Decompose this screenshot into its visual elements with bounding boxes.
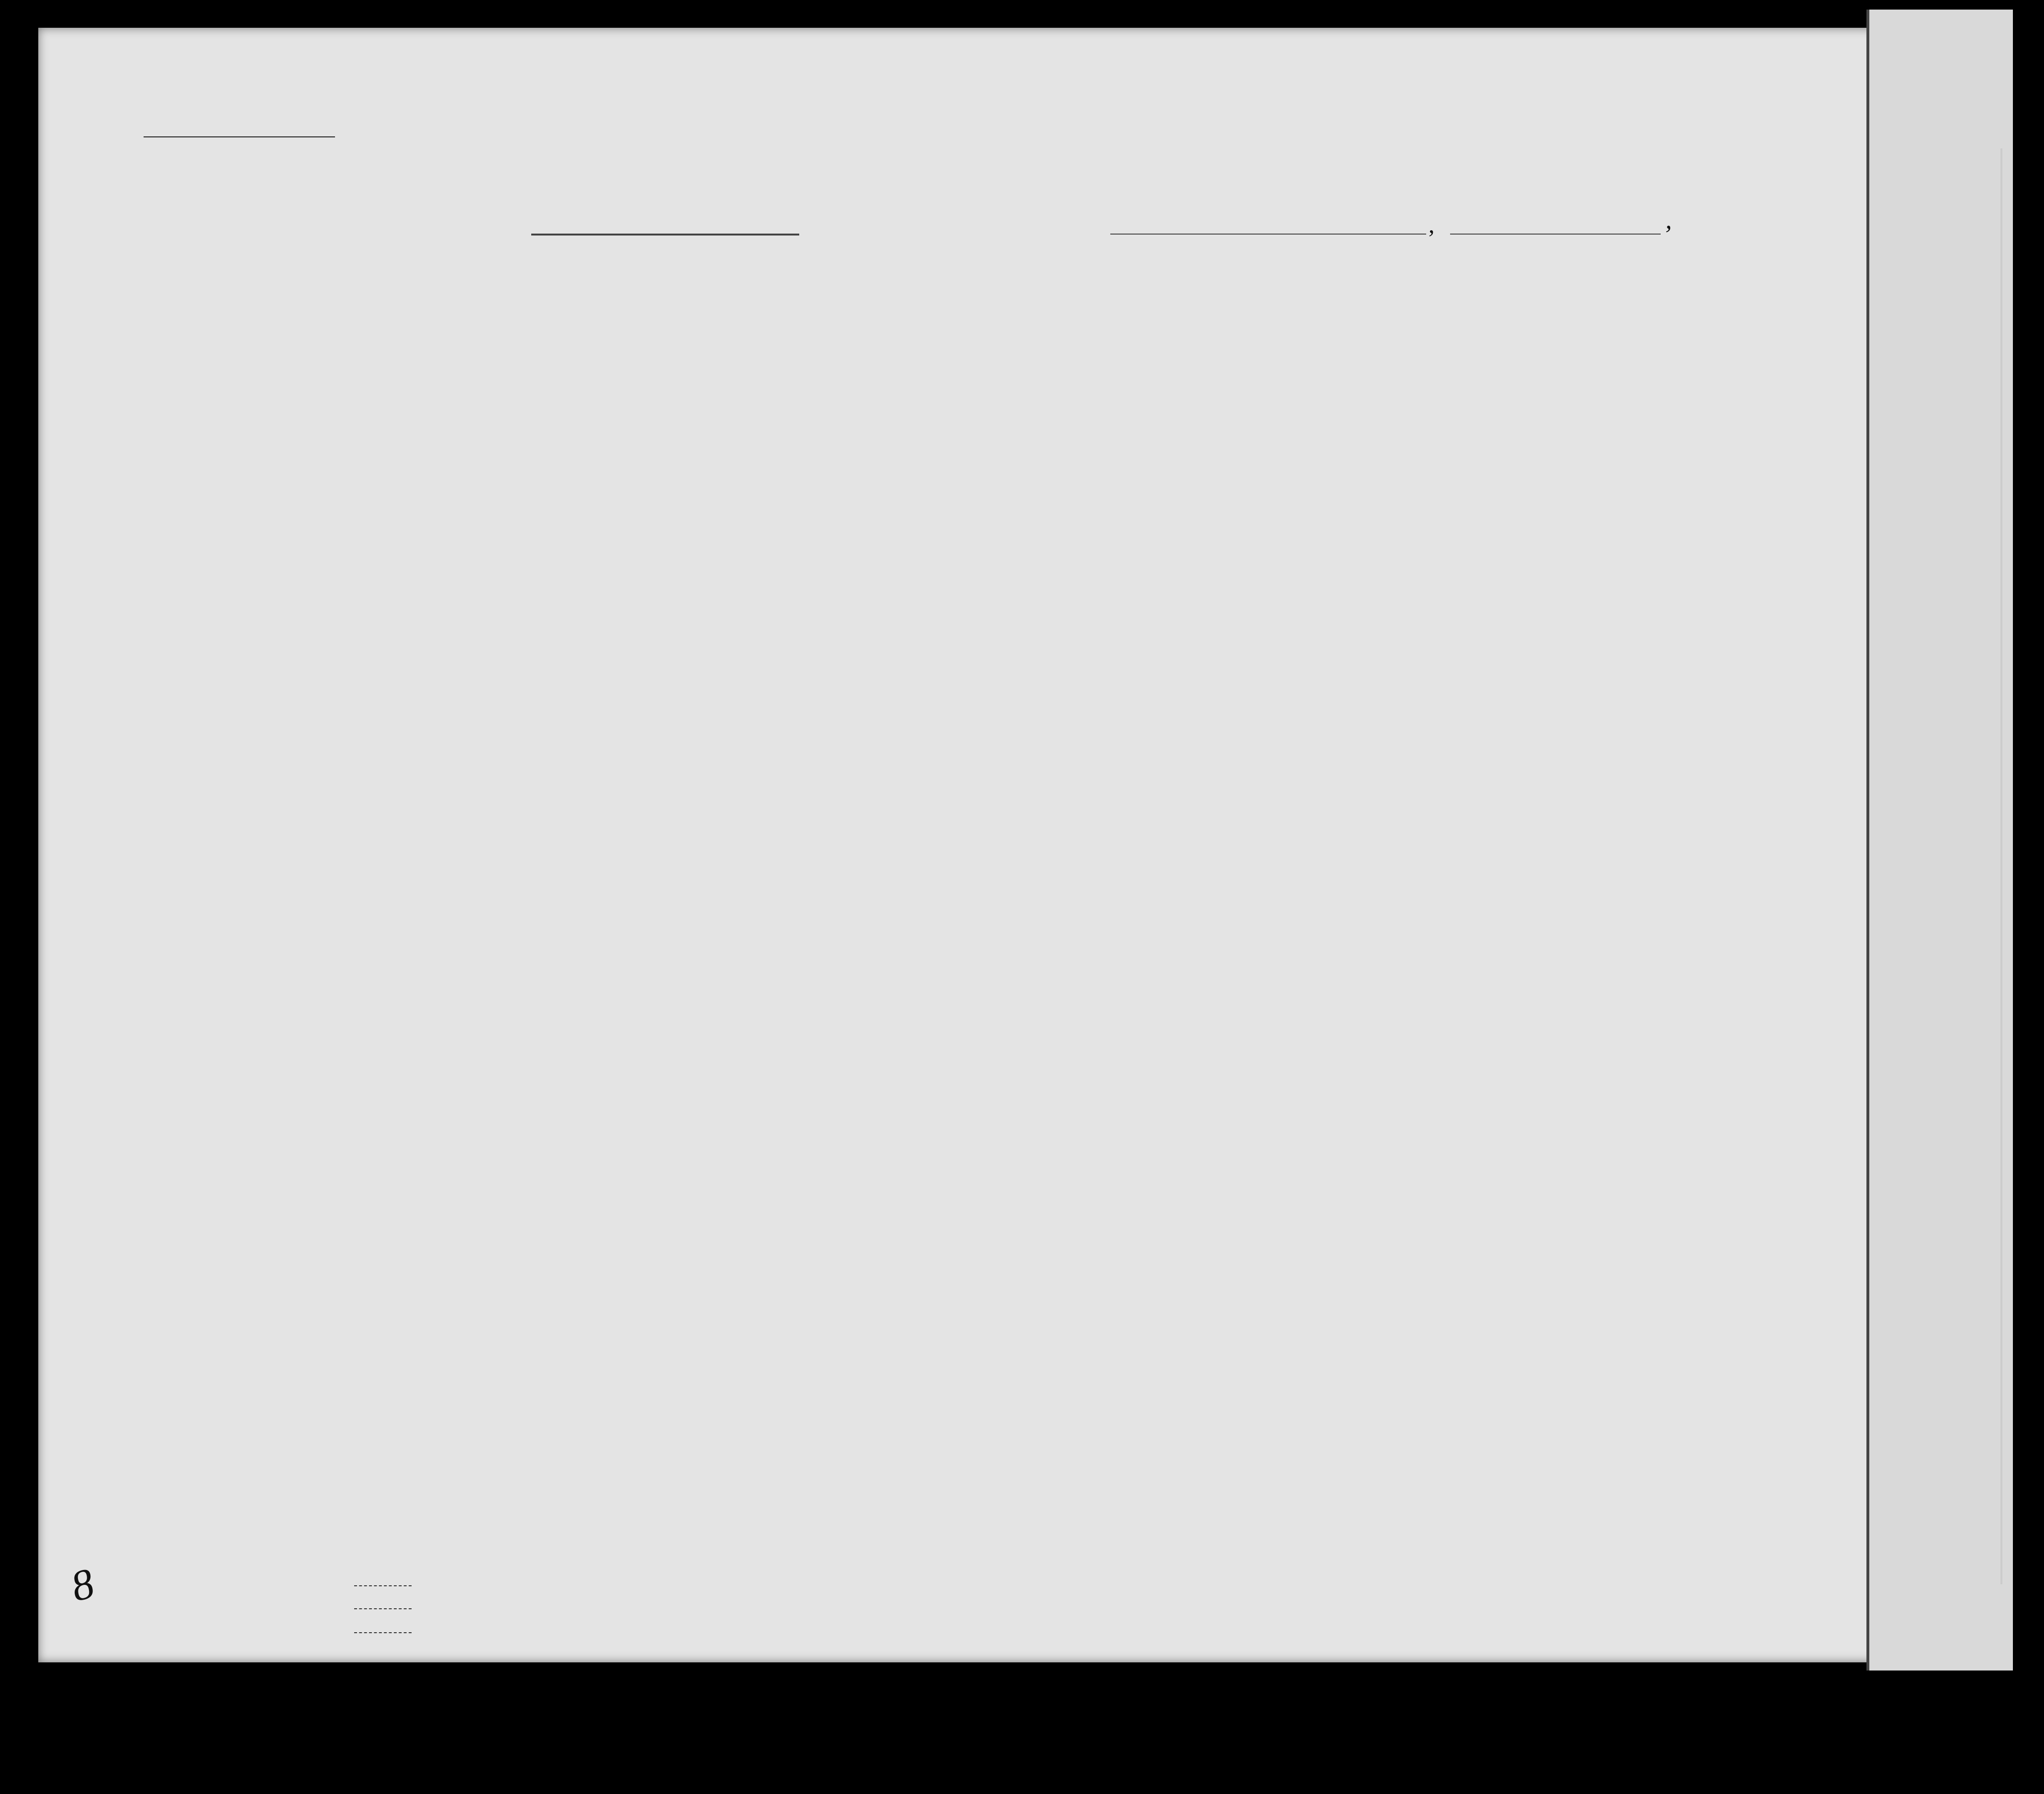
citizens-blank — [354, 1608, 412, 1609]
port-underline — [1110, 234, 1426, 235]
adjacent-sheet — [1866, 10, 2013, 1671]
margin-mark: 8 — [66, 1559, 100, 1611]
ship-underline — [531, 234, 799, 235]
total-blank — [354, 1585, 412, 1586]
manifest-sheet — [38, 28, 1924, 1662]
aliens-blank — [354, 1632, 412, 1633]
date-underline — [1450, 234, 1661, 235]
sheet-edge — [2000, 148, 2002, 1584]
comma: , — [1429, 211, 1435, 238]
year-prefix: , — [1665, 205, 1672, 234]
list-underline — [144, 136, 335, 137]
